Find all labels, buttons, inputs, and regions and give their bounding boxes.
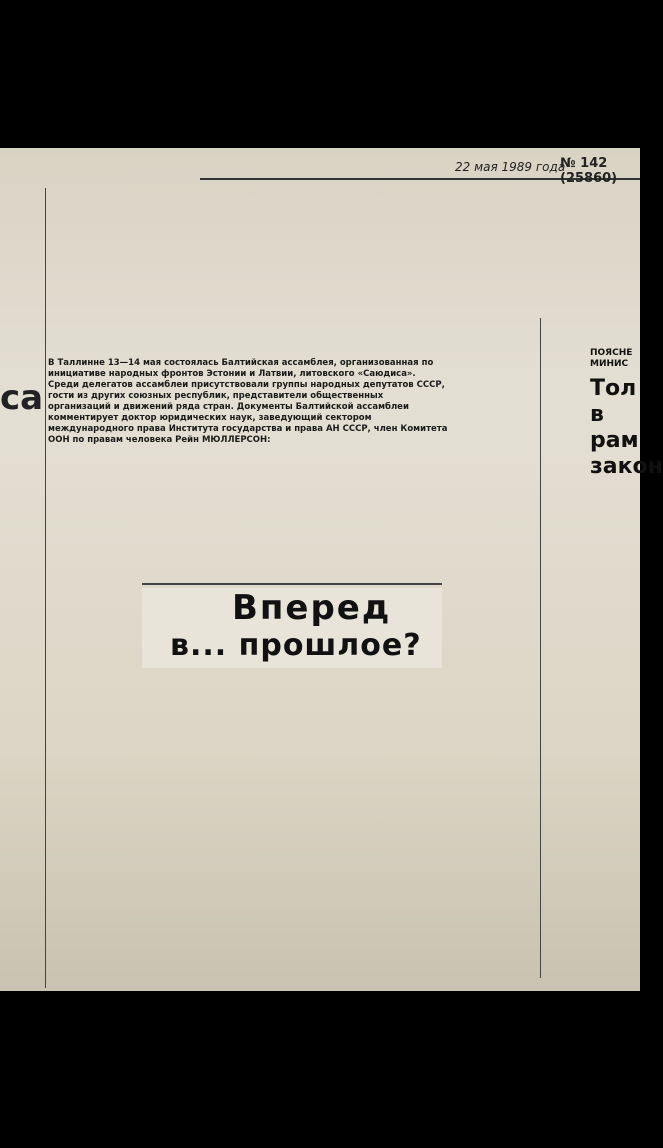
article-column-3 bbox=[240, 373, 335, 588]
article-column-4-lower bbox=[340, 668, 435, 1148]
article-column-2-lower bbox=[142, 668, 237, 1148]
right-heading-small: ПОЯСНЕ МИНИС bbox=[590, 348, 633, 369]
headline-line-2: в... прошлое? bbox=[170, 628, 422, 663]
article-column-4 bbox=[340, 343, 435, 588]
article-column-1 bbox=[48, 538, 138, 1138]
issue-number: № 142 (25860) bbox=[560, 156, 618, 186]
right-article-heading bbox=[590, 348, 663, 480]
article-column-5 bbox=[440, 328, 540, 1148]
issue-date: 22 мая 1989 года bbox=[455, 160, 566, 174]
left-column-fragment bbox=[0, 208, 44, 978]
article-headline bbox=[142, 588, 442, 668]
column-rule bbox=[540, 318, 541, 978]
column-rule bbox=[45, 188, 46, 988]
article-column-3-lower bbox=[240, 668, 335, 1148]
article-lead: В Таллинне 13—14 мая состоялась Балтийская ассамблея, организованная по инициативе народных фронтов Эстонии и Латвии, литовского «Саюдиса». Среди делегатов ассамблеи присутствовали группы народных депутатов СССР, гости из других союзных республик, представители общественных организаций и движений ряда стран. Документы Балтийской ассамблеи комментирует доктор юридических наук, заведующий сектором международного права Института государства и права АН СССР, член Комитета ООН по правам человека Рейн МЮЛЛЕРСОН: bbox=[48, 358, 448, 445]
newspaper-header bbox=[200, 154, 640, 186]
left-headline-fragment: са bbox=[0, 378, 44, 418]
newspaper-photo bbox=[0, 148, 663, 991]
headline-line-1: Вперед bbox=[232, 588, 392, 628]
right-heading-large: Тол в рам закон bbox=[590, 376, 663, 479]
